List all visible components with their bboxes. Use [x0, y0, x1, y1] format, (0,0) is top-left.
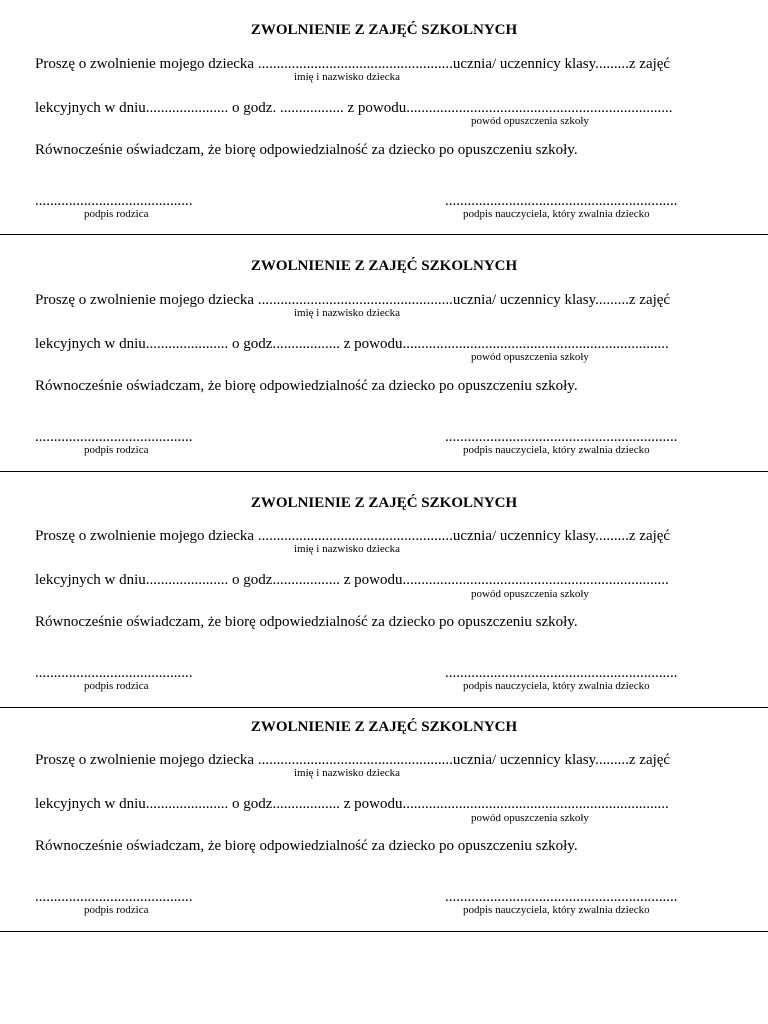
parent-signature-caption: podpis rodzica	[84, 444, 149, 456]
parent-signature-caption: podpis rodzica	[84, 680, 149, 692]
reason-caption: powód opuszczenia szkoły	[471, 351, 589, 363]
child-name-caption: imię i nazwisko dziecka	[294, 71, 400, 83]
teacher-signature-line: ..............................................................	[445, 665, 678, 681]
parent-signature-line: ..........................................	[35, 193, 193, 209]
date-reason-line: lekcyjnych w dniu...................... o godz.................. z powodu.......................................................................	[35, 572, 669, 588]
reason-caption: powód opuszczenia szkoły	[471, 588, 589, 600]
parent-signature-caption: podpis rodzica	[84, 208, 149, 220]
teacher-signature-caption: podpis nauczyciela, który zwalnia dziecko	[463, 444, 650, 456]
responsibility-statement: Równocześnie oświadczam, że biorę odpowiedzialność za dziecko po opuszczeniu szkoły.	[35, 838, 578, 854]
teacher-signature-line: ..............................................................	[445, 429, 678, 445]
cut-line-2	[0, 471, 768, 472]
date-reason-line: lekcyjnych w dniu...................... o godz.................. z powodu.......................................................................	[35, 796, 669, 812]
teacher-signature-caption: podpis nauczyciela, który zwalnia dziecko	[463, 904, 650, 916]
parent-signature-line: ..........................................	[35, 889, 193, 905]
date-reason-line: lekcyjnych w dniu...................... o godz. ................. z powodu.......................................................................	[35, 100, 673, 116]
teacher-signature-caption: podpis nauczyciela, który zwalnia dziecko	[463, 208, 650, 220]
request-line: Proszę o zwolnienie mojego dziecka ....................................................ucznia/ uczennicy klasy.........z zajęć	[35, 528, 671, 544]
cut-line-3	[0, 707, 768, 708]
child-name-caption: imię i nazwisko dziecka	[294, 543, 400, 555]
responsibility-statement: Równocześnie oświadczam, że biorę odpowiedzialność za dziecko po opuszczeniu szkoły.	[35, 142, 578, 158]
teacher-signature-line: ..............................................................	[445, 889, 678, 905]
slip-title: ZWOLNIENIE Z ZAJĘĆ SZKOLNYCH	[250, 22, 518, 38]
slip-title: ZWOLNIENIE Z ZAJĘĆ SZKOLNYCH	[250, 258, 518, 274]
slip-title: ZWOLNIENIE Z ZAJĘĆ SZKOLNYCH	[250, 719, 518, 735]
parent-signature-line: ..........................................	[35, 429, 193, 445]
parent-signature-line: ..........................................	[35, 665, 193, 681]
parent-signature-caption: podpis rodzica	[84, 904, 149, 916]
cut-line-4	[0, 931, 768, 932]
reason-caption: powód opuszczenia szkoły	[471, 812, 589, 824]
child-name-caption: imię i nazwisko dziecka	[294, 767, 400, 779]
date-reason-line: lekcyjnych w dniu...................... o godz.................. z powodu.......................................................................	[35, 336, 669, 352]
responsibility-statement: Równocześnie oświadczam, że biorę odpowiedzialność za dziecko po opuszczeniu szkoły.	[35, 614, 578, 630]
responsibility-statement: Równocześnie oświadczam, że biorę odpowiedzialność za dziecko po opuszczeniu szkoły.	[35, 378, 578, 394]
request-line: Proszę o zwolnienie mojego dziecka ....................................................ucznia/ uczennicy klasy.........z zajęć	[35, 56, 671, 72]
teacher-signature-line: ..............................................................	[445, 193, 678, 209]
teacher-signature-caption: podpis nauczyciela, który zwalnia dziecko	[463, 680, 650, 692]
reason-caption: powód opuszczenia szkoły	[471, 115, 589, 127]
child-name-caption: imię i nazwisko dziecka	[294, 307, 400, 319]
slip-title: ZWOLNIENIE Z ZAJĘĆ SZKOLNYCH	[250, 495, 518, 511]
cut-line-1	[0, 234, 768, 235]
request-line: Proszę o zwolnienie mojego dziecka ....................................................ucznia/ uczennicy klasy.........z zajęć	[35, 752, 671, 768]
request-line: Proszę o zwolnienie mojego dziecka ....................................................ucznia/ uczennicy klasy.........z zajęć	[35, 292, 671, 308]
